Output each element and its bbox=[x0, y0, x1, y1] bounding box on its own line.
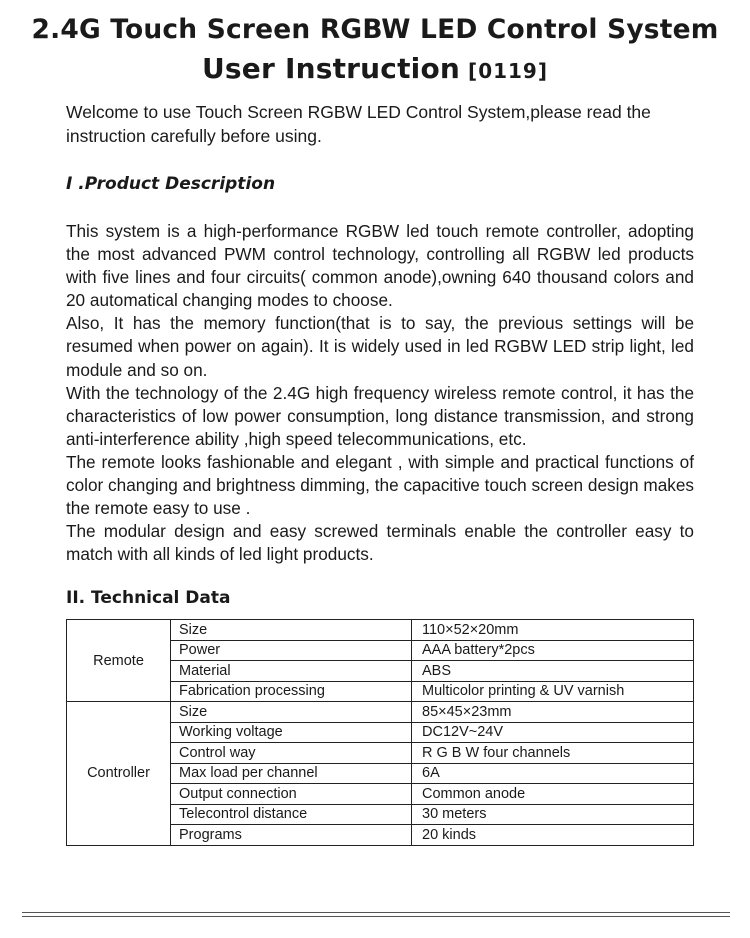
subtitle-text: User Instruction bbox=[202, 52, 461, 85]
value-cell: 110×52×20mm bbox=[412, 620, 694, 641]
param-cell: Control way bbox=[171, 743, 412, 764]
intro-text: Welcome to use Touch Screen RGBW LED Control System,please read the instruction carefully before using. bbox=[66, 102, 651, 146]
param-cell: Max load per channel bbox=[171, 763, 412, 784]
description-paragraph: This system is a high-performance RGBW led touch remote controller, adopting the most advanced PWM control technology, controlling all RGBW led products with five lines and four circuits( common anode),owning 640 thousand colors and 20 automatical changing modes to choose. bbox=[66, 221, 694, 311]
section-heading-technical-data: II. Technical Data bbox=[66, 588, 231, 608]
footer-divider bbox=[22, 916, 730, 917]
technical-data-table bbox=[66, 619, 694, 846]
param-cell: Fabrication processing bbox=[171, 681, 412, 702]
value-cell: DC12V~24V bbox=[412, 722, 694, 743]
value-cell: AAA battery*2pcs bbox=[412, 640, 694, 661]
value-cell: 30 meters bbox=[412, 804, 694, 825]
param-cell: Working voltage bbox=[171, 722, 412, 743]
value-cell: Multicolor printing & UV varnish bbox=[412, 681, 694, 702]
param-cell: Power bbox=[171, 640, 412, 661]
product-description-body bbox=[66, 220, 694, 566]
document-title: 2.4G Touch Screen RGBW LED Control System bbox=[31, 14, 719, 45]
description-paragraph: With the technology of the 2.4G high frequency wireless remote control, it has the characteristics of low power consumption, long distance transmission, and strong anti-interference ability ,high speed telecommunications, etc. bbox=[66, 382, 694, 449]
param-cell: Output connection bbox=[171, 784, 412, 805]
section-heading-product-description: I .Product Description bbox=[66, 174, 276, 194]
description-paragraph: The remote looks fashionable and elegant , with simple and practical functions of color changing and brightness dimming, the capacitive touch screen design makes the remote easy to use . bbox=[66, 451, 694, 519]
value-cell: Common anode bbox=[412, 784, 694, 805]
value-cell: 85×45×23mm bbox=[412, 702, 694, 723]
category-cell-controller: Controller bbox=[67, 702, 171, 846]
value-cell: 6A bbox=[412, 763, 694, 784]
table-row bbox=[67, 620, 694, 641]
param-cell: Telecontrol distance bbox=[171, 804, 412, 825]
value-cell: 20 kinds bbox=[412, 825, 694, 846]
footer-divider bbox=[22, 912, 730, 913]
value-cell: R G B W four channels bbox=[412, 743, 694, 764]
param-cell: Size bbox=[171, 620, 412, 641]
document-subtitle bbox=[0, 52, 750, 85]
description-paragraph: Also, It has the memory function(that is to say, the previous settings will be resumed when power on again). It is widely used in led RGBW LED strip light, led module and so on. bbox=[66, 313, 694, 380]
document-code: [0119] bbox=[468, 59, 548, 83]
description-paragraph: The modular design and easy screwed terminals enable the controller easy to match with all kinds of led light products. bbox=[66, 521, 694, 565]
table-row bbox=[67, 702, 694, 723]
param-cell: Material bbox=[171, 661, 412, 682]
category-cell-remote: Remote bbox=[67, 620, 171, 702]
value-cell: ABS bbox=[412, 661, 694, 682]
param-cell: Programs bbox=[171, 825, 412, 846]
param-cell: Size bbox=[171, 702, 412, 723]
